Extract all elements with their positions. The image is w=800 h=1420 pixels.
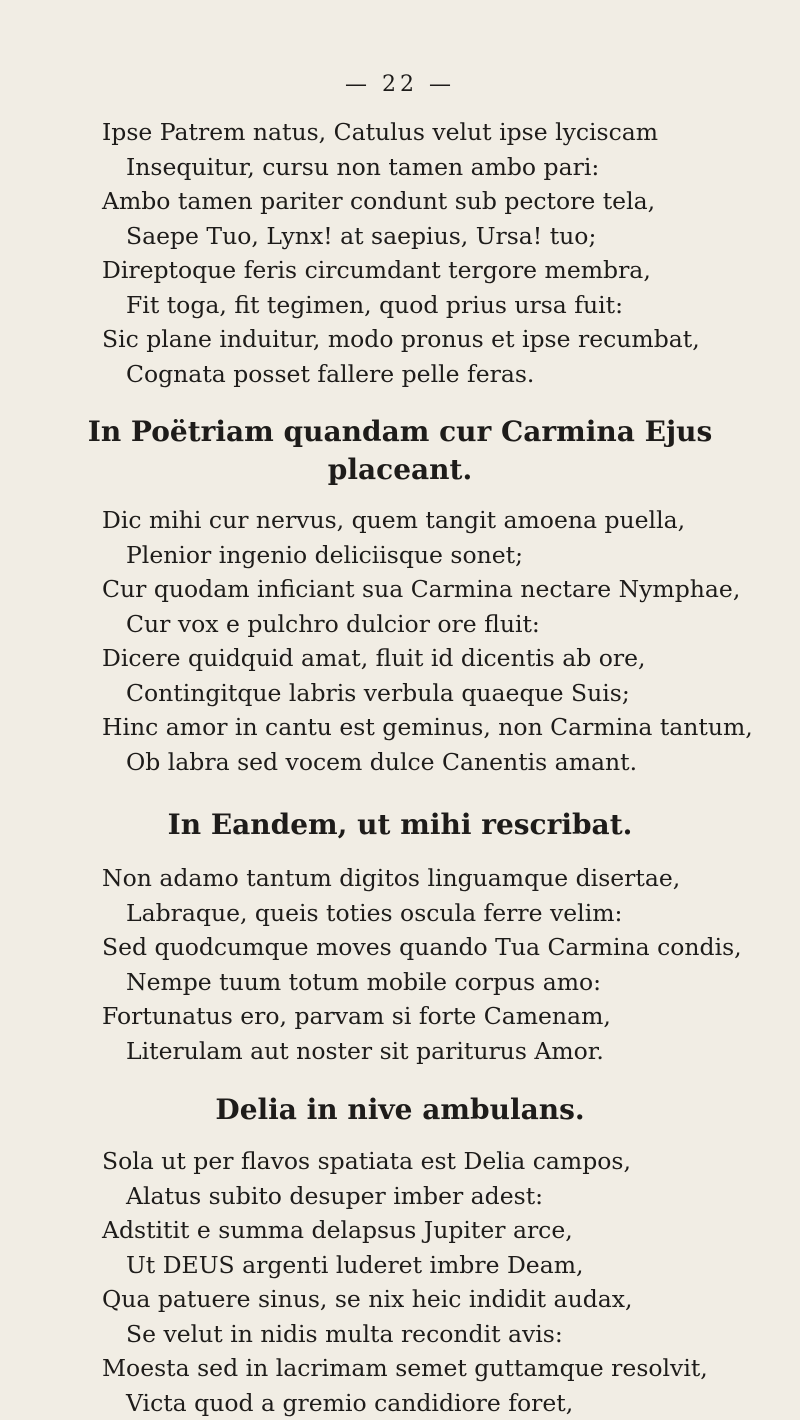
verse-line: Nempe tuum totum mobile corpus amo: — [102, 965, 792, 1000]
verse-line: Fit toga, fit tegimen, quod prius ursa fuit: — [102, 288, 792, 323]
verse-line: Fortunatus ero, parvam si forte Camenam, — [102, 999, 792, 1034]
verse-line: Insequitur, cursu non tamen ambo pari: — [102, 150, 792, 185]
verse-line: Non adamo tantum digitos linguamque disertae, — [102, 861, 792, 896]
poem-title-continued: placeant. — [0, 451, 800, 489]
verse-line: Se velut in nidis multa recondit avis: — [102, 1317, 792, 1352]
verse-line: Plenior ingenio deliciisque sonet; — [102, 538, 792, 573]
verse-line: Sic plane induitur, modo pronus et ipse recumbat, — [102, 322, 792, 357]
verse-line: Cur quodam inficiant sua Carmina nectare Nymphae, — [102, 572, 792, 607]
verse-line: Labraque, queis toties oscula ferre velim: — [102, 896, 792, 931]
verse-line: Literulam aut noster sit pariturus Amor. — [102, 1034, 792, 1069]
verse-line: Cur vox e pulchro dulcior ore fluit: — [102, 607, 792, 642]
verse-line: Cognata posset fallere pelle feras. — [102, 357, 792, 392]
verse-line: Direptoque feris circumdant tergore membra, — [102, 253, 792, 288]
page-number: — 22 — — [0, 72, 800, 97]
verse-line: Dicere quidquid amat, fluit id dicentis ab ore, — [102, 641, 792, 676]
verse-line: Ob labra sed vocem dulce Canentis amant. — [102, 745, 792, 780]
verse-line: Victa quod a gremio candidiore foret, — [102, 1386, 792, 1420]
verse-line: Sed quodcumque moves quando Tua Carmina condis, — [102, 930, 792, 965]
verse-line: Adstitit e summa delapsus Jupiter arce, — [102, 1213, 792, 1248]
verse-line: Ut DEUS argenti luderet imbre Deam, — [102, 1248, 792, 1283]
verse-line: Hinc amor in cantu est geminus, non Carmina tantum, — [102, 710, 792, 745]
verse-line: Sola ut per flavos spatiata est Delia campos, — [102, 1144, 792, 1179]
poem-title: In Poëtriam quandam cur Carmina Ejus — [0, 413, 800, 451]
poem-title: Delia in nive ambulans. — [0, 1090, 800, 1130]
verse-line: Dic mihi cur nervus, quem tangit amoena puella, — [102, 503, 792, 538]
verse-line: Saepe Tuo, Lynx! at saepius, Ursa! tuo; — [102, 219, 792, 254]
verse-line: Qua patuere sinus, se nix heic indidit audax, — [102, 1282, 792, 1317]
verse-line: Ambo tamen pariter condunt sub pectore tela, — [102, 184, 792, 219]
verse-line: Alatus subito desuper imber adest: — [102, 1179, 792, 1214]
verse-line: Ipse Patrem natus, Catulus velut ipse lyciscam — [102, 115, 792, 150]
poem-text — [102, 115, 792, 1420]
poem-title: In Eandem, ut mihi rescribat. — [0, 805, 800, 845]
verse-line: Moesta sed in lacrimam semet guttamque resolvit, — [102, 1351, 792, 1386]
verse-line: Contingitque labris verbula quaeque Suis; — [102, 676, 792, 711]
